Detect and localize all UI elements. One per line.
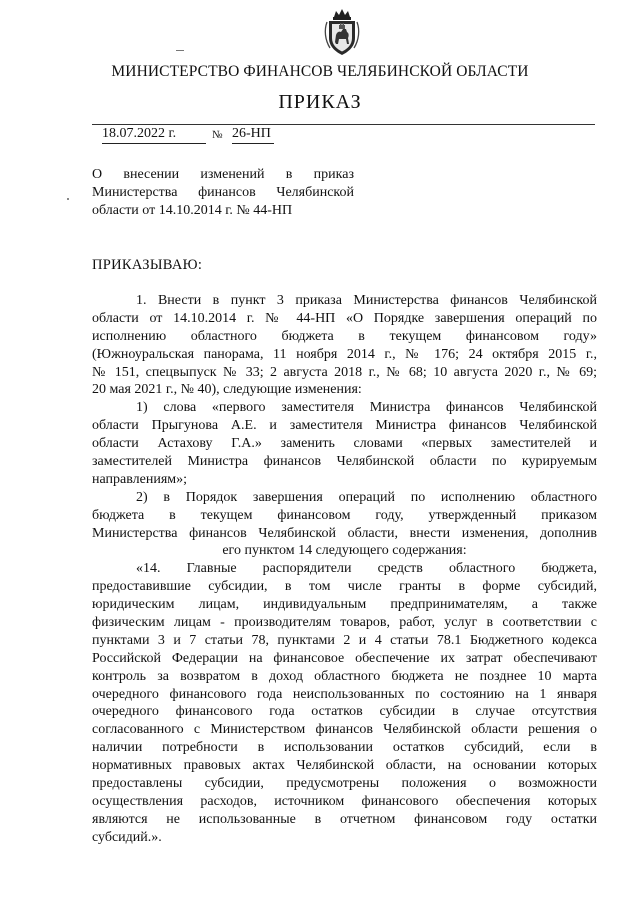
body-line: его пунктом 14 следующего содержания: <box>222 543 467 559</box>
body-line: Министерства финансов Челябинской области, внести изменения, дополнив <box>92 525 597 541</box>
body-line: являются не использованные в отчетном финансовом году остатки <box>92 811 597 827</box>
scan-dot <box>67 198 69 200</box>
body-line: «14. Главные распорядители средств областного бюджета, <box>136 561 597 577</box>
body-line: направлениям»; <box>92 471 188 487</box>
document-type: ПРИКАЗ <box>278 91 362 113</box>
subject-line: О внесении изменений в приказ <box>92 167 354 182</box>
header-rule <box>92 124 595 125</box>
body-line: пунктами 3 и 7 статьи 78, пунктами 2 и 4 статьи 78.1 Бюджетного кодекса <box>92 632 597 648</box>
body-line: контроль за возвратом в доход областного бюджета не позднее 10 марта <box>92 668 597 684</box>
body-line: 1) слова «первого заместителя Министра финансов Челябинской <box>136 400 597 416</box>
coat-of-arms-icon <box>322 8 362 56</box>
body-line: предоставлены субсидии, предусмотрены положения о возможности <box>92 776 597 792</box>
body-line: наличии потребности в использовании остатков субсидий, если в <box>92 740 597 756</box>
body-line: очередного финансового года неиспользованных по состоянию на 1 января <box>92 686 597 702</box>
body-line: 1. Внести в пункт 3 приказа Министерства финансов Челябинской <box>136 293 597 308</box>
body-line: 2) в Порядок завершения операций по исполнению областного <box>136 489 597 505</box>
body-line: области Прыгунова А.Е. и заместителя Министра финансов Челябинской <box>92 418 597 434</box>
body-line: осуществления расходов, источником финансового обеспечения которых <box>92 793 597 809</box>
body-line: № 151, спецвыпуск № 33; 2 августа 2018 г., № 68; 10 августа 2020 г., № 69; <box>92 364 597 380</box>
order-subject <box>92 166 354 220</box>
body-line: области Астахову Г.А.» заменить словами «первых заместителей и <box>92 436 597 452</box>
scan-mark <box>176 50 184 51</box>
body-line: 20 мая 2021 г., № 40), следующие изменения: <box>92 382 362 398</box>
body-line: заместителей Министра финансов Челябинской области по курируемым <box>92 454 597 470</box>
body-line: Российской Федерации на финансовое обеспечение их затрат обеспечивают <box>92 650 597 666</box>
body-line: субсидий.». <box>92 829 162 845</box>
body-line: физическим лицам - производителям товаров, работ, услуг в соответствии с <box>92 615 597 631</box>
order-date: 18.07.2022 г. <box>102 126 206 144</box>
order-body <box>92 292 597 847</box>
body-line: исполнению областного бюджета в текущем финансовом году» <box>92 328 597 344</box>
order-number: 26-НП <box>232 126 274 144</box>
body-line: очередного финансового года остатков субсидии в случае отсутствия <box>92 704 597 720</box>
subject-line: области от 14.10.2014 г. № 44-НП <box>92 203 293 218</box>
number-sign: № <box>212 129 223 141</box>
body-line: предоставившие субсидии, в том числе гранты в форме субсидий, <box>92 579 597 595</box>
body-line: согласованного с Министерством финансов Челябинской области решения о <box>92 722 597 738</box>
order-directive: ПРИКАЗЫВАЮ: <box>92 257 203 273</box>
body-line: нормативных правовых актах Челябинской области, на основании которых <box>92 758 597 774</box>
subject-line: Министерства финансов Челябинской <box>92 185 354 200</box>
body-line: области от 14.10.2014 г. № 44-НП «О Порядке завершения операций по <box>92 310 597 326</box>
body-line: (Южноуральская панорама, 11 ноября 2014 г., № 176; 24 октября 2015 г., <box>92 346 597 362</box>
body-line: юридическим лицам, индивидуальным предпринимателям, а также <box>92 597 597 613</box>
body-line: бюджета в текущем финансовом году, утвержденный приказом <box>92 507 597 523</box>
ministry-name: МИНИСТЕРСТВО ФИНАНСОВ ЧЕЛЯБИНСКОЙ ОБЛАСТИ <box>111 63 529 80</box>
